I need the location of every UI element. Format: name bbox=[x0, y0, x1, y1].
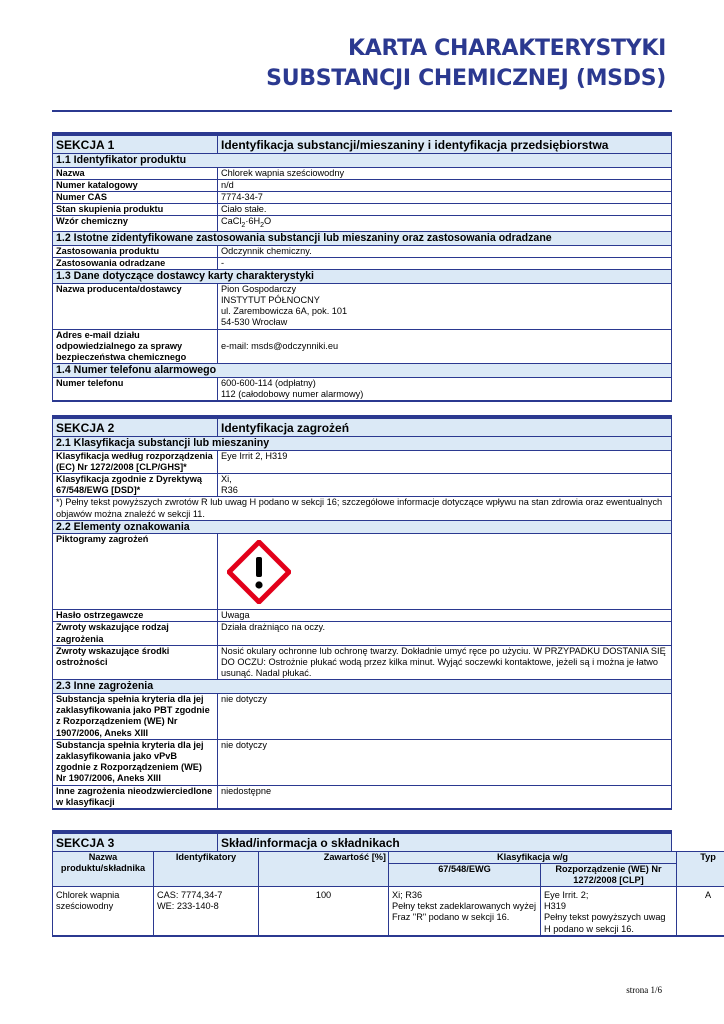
section-2-title: Identyfikacja zagrożeń bbox=[218, 419, 672, 437]
cell-type: A bbox=[677, 887, 724, 936]
row-phone: Numer telefonu 600-600-114 (odpłatny) 112 (całodobowy numer alarmowy) bbox=[53, 377, 672, 401]
subsection-1-1: 1.1 Identyfikator produktu bbox=[53, 154, 672, 168]
producer-address: Pion Gospodarczy INSTYTUT PÓŁNOCNY ul. Zarembowicza 6A, pok. 101 54-530 Wrocław bbox=[218, 283, 672, 329]
col-clp: Rozporządzenie (WE) Nr 1272/2008 [CLP] bbox=[541, 864, 677, 887]
row-vpvb: Substancja spełnia kryteria dla jej zaklasyfikowania jako vPvB zgodnie z Rozporządzeniem (WE) Nr 1907/2006, Aneks XIII nie dotyczy bbox=[53, 739, 672, 785]
safety-email: e-mail: msds@odczynniki.eu bbox=[218, 329, 672, 364]
section-3 bbox=[52, 830, 716, 937]
chemical-formula: $CaCl_2\cdot 6H_2O$ bbox=[218, 216, 672, 232]
section-1-label: SEKCJA 1 bbox=[53, 136, 218, 154]
table-row bbox=[53, 887, 724, 936]
subsection-1-2: 1.2 Istotne zidentyfikowane zastosowania substancji lub mieszaniny oraz zastosowania odradzane bbox=[53, 232, 672, 246]
row-pictograms: Piktogramy zagrożeń bbox=[53, 534, 672, 610]
row-other-hazards: Inne zagrożenia nieodzwierciedlone w klasyfikacji niedostępne bbox=[53, 785, 672, 809]
emergency-phone: 600-600-114 (odpłatny) 112 (całodobowy numer alarmowy) bbox=[218, 377, 672, 401]
row-name: Nazwa Chlorek wapnia sześciowodny bbox=[53, 167, 672, 179]
row-signal-word: Hasło ostrzegawcze Uwaga bbox=[53, 610, 672, 622]
row-uses-advised-against: Zastosowania odradzane - bbox=[53, 258, 672, 270]
composition-table bbox=[52, 851, 724, 937]
subsection-2-3: 2.3 Inne zagrożenia bbox=[53, 680, 672, 694]
col-identifiers: Identyfikatory bbox=[154, 852, 259, 887]
subsection-1-3: 1.3 Dane dotyczące dostawcy karty charakterystyki bbox=[53, 270, 672, 284]
page-number: strona 1/6 bbox=[626, 985, 662, 995]
row-pbt: Substancja spełnia kryteria dla jej zaklasyfikowania jako PBT zgodnie z Rozporządzeniem (WE) Nr 1907/2006, Aneks XIII nie dotyczy bbox=[53, 693, 672, 739]
cell-identifiers: CAS: 7774,34-7 WE: 233-140-8 bbox=[154, 887, 259, 936]
row-cas: Numer CAS 7774-34-7 bbox=[53, 191, 672, 203]
col-classification: Klasyfikacja w/g bbox=[389, 852, 677, 864]
row-producer: Nazwa producenta/dostawcy Pion Gospodarczy INSTYTUT PÓŁNOCNY ul. Zarembowicza 6A, pok. 101 54-530 Wrocław bbox=[53, 283, 672, 329]
row-formula: Wzór chemiczny $CaCl_2\cdot 6H_2O$ bbox=[53, 216, 672, 232]
classification-footnote: *) Pełny tekst powyższych zwrotów R lub uwag H podano w sekcji 16; szczegółowe informacje dotyczące wpływu na stan zdrowia oraz ewentualnych objawów można znaleźć w sekcji 11. bbox=[53, 497, 672, 520]
row-footnote bbox=[53, 497, 672, 520]
row-hazard-statements: Zwroty wskazujące rodzaj zagrożenia Działa drażniąco na oczy. bbox=[53, 622, 672, 645]
section-2-label: SEKCJA 2 bbox=[53, 419, 218, 437]
cell-name: Chlorek wapnia sześciowodny bbox=[53, 887, 154, 936]
document-title bbox=[266, 34, 666, 94]
section-1 bbox=[52, 132, 672, 402]
subsection-1-4: 1.4 Numer telefonu alarmowego bbox=[53, 364, 672, 378]
title-line-1: KARTA CHARAKTERYSTYKI bbox=[347, 36, 666, 61]
section-1-title: Identyfikacja substancji/mieszaniny i identyfikacja przedsiębiorstwa bbox=[218, 136, 672, 154]
col-type: Typ bbox=[677, 852, 724, 887]
subsection-2-1: 2.1 Klasyfikacja substancji lub mieszaniny bbox=[53, 437, 672, 451]
section-2 bbox=[52, 415, 672, 810]
row-precautionary-statements: Zwroty wskazujące środki ostrożności Nosić okulary ochronne lub ochronę twarzy. Dokładnie umyć ręce po użyciu. W PRZYPADKU DOSTANIA SIĘ DO OCZU: Ostrożnie płukać wodą przez kilka minut. Wyjąć soczewki kontaktowe, jeżeli są i można je łatwo usunąć. Nadal płukać. bbox=[53, 645, 672, 680]
row-uses: Zastosowania produktu Odczynnik chemiczny. bbox=[53, 245, 672, 257]
exclamation-mark-icon bbox=[227, 540, 291, 604]
subsection-2-2: 2.2 Elementy oznakowania bbox=[53, 520, 672, 534]
row-dsd-classification: Klasyfikacja zgodnie z Dyrektywą 67/548/EWG [DSD]* Xi, R36 bbox=[53, 473, 672, 496]
row-catalog: Numer katalogowy n/d bbox=[53, 179, 672, 191]
cell-eec: Xi; R36 Pełny tekst zadeklarowanych wyżej Fraz "R" podano w sekcji 16. bbox=[389, 887, 541, 936]
cell-clp: Eye Irrit. 2; H319 Pełny tekst powyższych uwag H podano w sekcji 16. bbox=[541, 887, 677, 936]
section-3-label: SEKCJA 3 bbox=[53, 834, 218, 852]
col-eec: 67/548/EWG bbox=[389, 864, 541, 887]
col-name: Nazwa produktu/składnika bbox=[53, 852, 154, 887]
row-clp-classification: Klasyfikacja według rozporządzenia (EC) Nr 1272/2008 [CLP/GHS]* Eye Irrit 2, H319 bbox=[53, 450, 672, 473]
title-line-2: SUBSTANCJI CHEMICZNEJ (MSDS) bbox=[266, 66, 666, 91]
title-divider bbox=[52, 110, 672, 112]
row-state: Stan skupienia produktu Ciało stałe. bbox=[53, 204, 672, 216]
section-3-title: Skład/informacja o składnikach bbox=[218, 834, 672, 852]
col-content: Zawartość [%] bbox=[259, 852, 389, 887]
row-email: Adres e-mail działu odpowiedzialnego za sprawy bezpieczeństwa chemicznego e-mail: msds@odczynniki.eu bbox=[53, 329, 672, 364]
cell-content: 100 bbox=[259, 887, 389, 936]
